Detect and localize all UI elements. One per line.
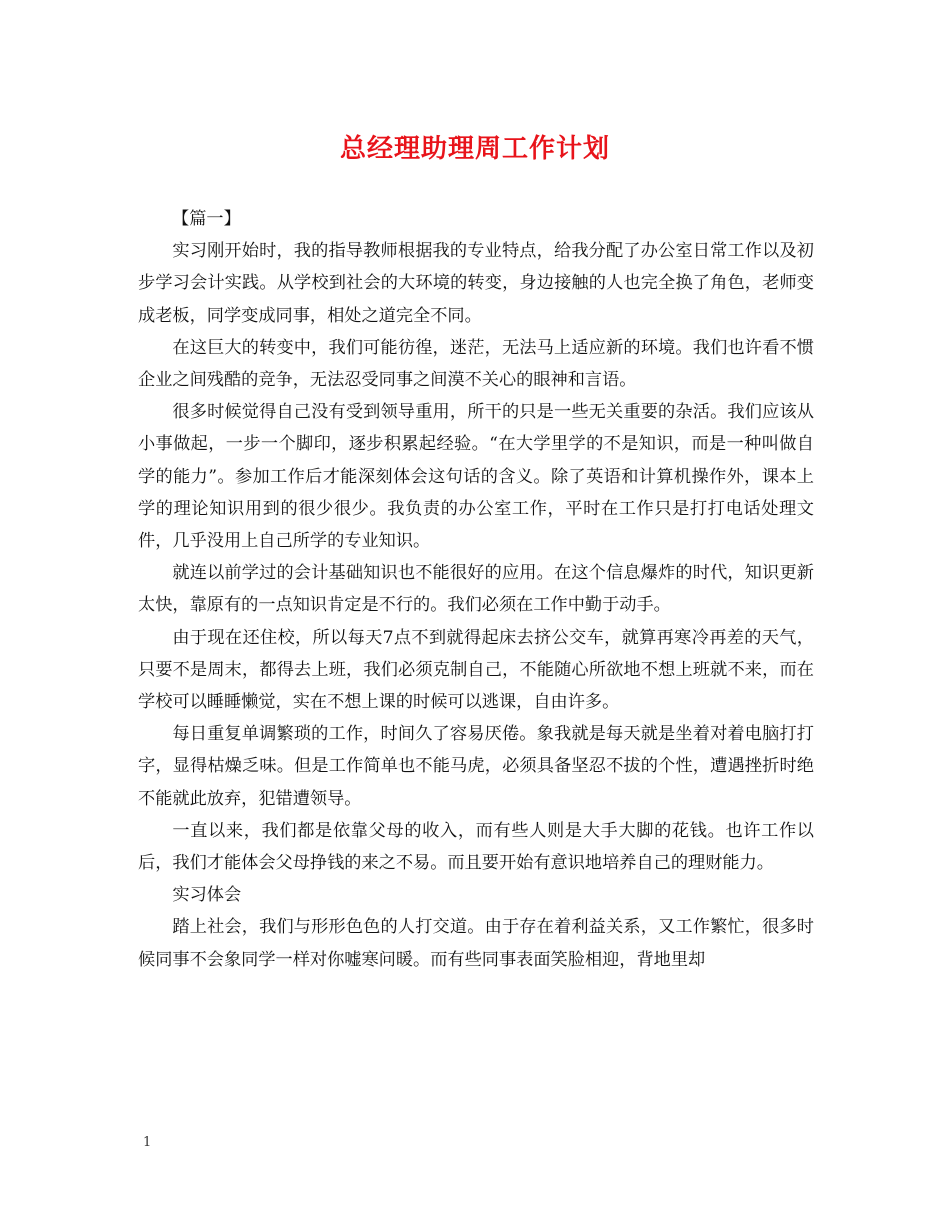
subheading-internship-reflection: 实习体会	[172, 885, 242, 906]
paragraph-4: 就连以前学过的会计基础知识也不能很好的应用。在这个信息爆炸的时代，知识更新太快，靠原有的一点知识肯定是不行的。我们必须在工作中勤于动手。	[138, 563, 814, 616]
document-title: 总经理助理周工作计划	[339, 134, 610, 164]
document-body	[138, 203, 814, 976]
paragraph-5: 由于现在还住校，所以每天7点不到就得起床去挤公交车，就算再寒冷再差的天气，只要不是周末，都得去上班，我们必须克制自己，不能随心所欲地不想上班就不来，而在学校可以睡睡懒觉，实在不想上课的时候可以逃课，自由许多。	[138, 627, 814, 713]
paragraph-3: 很多时候觉得自己没有受到领导重用，所干的只是一些无关重要的杂活。我们应该从小事做起，一步一个脚印，逐步积累起经验。“在大学里学的不是知识，而是一种叫做自学的能力”。参加工作后才能深刻体会这句话的含义。除了英语和计算机操作外，课本上学的理论知识用到的很少很少。我负责的办公室工作，平时在工作只是打打电话处理文件，几乎没用上自己所学的专业知识。	[138, 402, 814, 552]
paragraph-1: 实习刚开始时，我的指导教师根据我的专业特点，给我分配了办公室日常工作以及初步学习会计实践。从学校到社会的大环境的转变，身边接触的人也完全换了角色，老师变成老板，同学变成同事，相处之道完全不同。	[138, 241, 814, 326]
paragraph-7: 一直以来，我们都是依靠父母的收入，而有些人则是大手大脚的花钱。也许工作以后，我们才能体会父母挣钱的来之不易。而且要开始有意识地培养自己的理财能力。	[138, 820, 814, 874]
paragraph-6: 每日重复单调繁琐的工作，时间久了容易厌倦。象我就是每天就是坐着对着电脑打打字，显得枯燥乏味。但是工作简单也不能马虎，必须具备坚忍不拔的个性，遭遇挫折时绝不能就此放弃，犯错遭领导。	[138, 724, 814, 809]
paragraph-2: 在这巨大的转变中，我们可能彷徨，迷茫，无法马上适应新的环境。我们也许看不惯企业之间残酷的竞争，无法忍受同事之间漠不关心的眼神和言语。	[138, 337, 814, 391]
page-number: 1	[143, 1135, 152, 1150]
section-label: 【篇一】	[172, 209, 241, 229]
paragraph-8: 踏上社会，我们与形形色色的人打交道。由于存在着利益关系，又工作繁忙，很多时候同事不会象同学一样对你嘘寒问暖。而有些同事表面笑脸相迎，背地里却	[138, 917, 814, 970]
